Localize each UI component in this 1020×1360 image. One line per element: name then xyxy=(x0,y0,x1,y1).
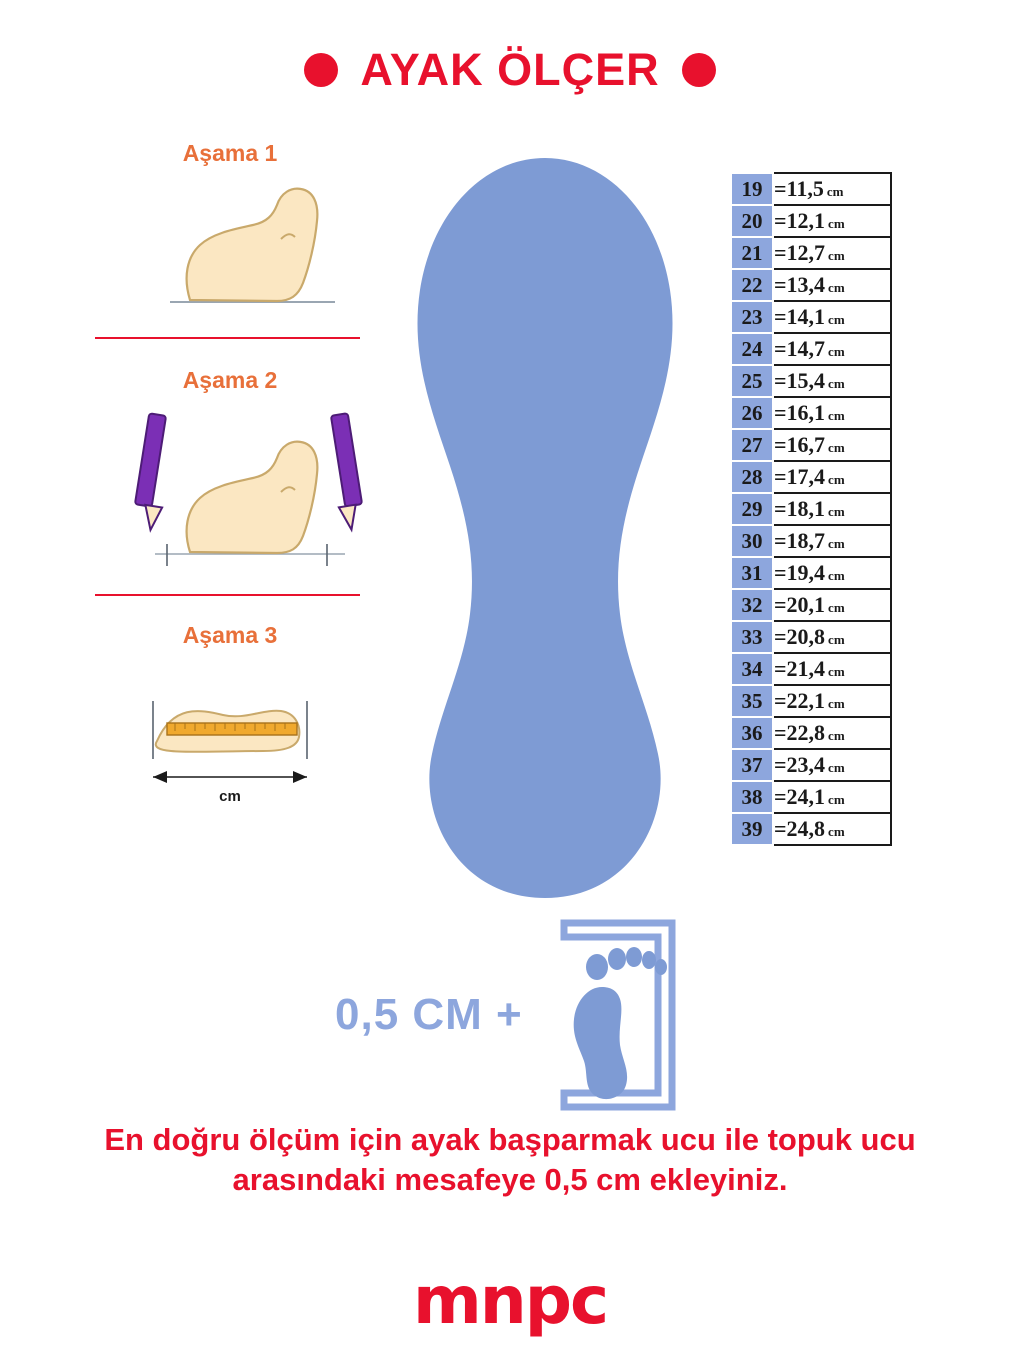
size-number: 32 xyxy=(731,589,773,621)
half-cm-note-label: 0,5 CM + xyxy=(335,990,523,1039)
table-row xyxy=(731,333,891,365)
size-cm-value: =12,7 xyxy=(774,240,826,265)
size-cm-value: =18,1 xyxy=(774,496,826,521)
table-row xyxy=(731,717,891,749)
size-cm-value: =20,8 xyxy=(774,624,826,649)
table-row xyxy=(731,461,891,493)
size-unit: cm xyxy=(828,408,845,423)
size-cm-value: =22,1 xyxy=(774,688,826,713)
size-unit: cm xyxy=(828,824,845,839)
size-cm-value: =15,4 xyxy=(774,368,826,393)
stage-1-label: Aşama 1 xyxy=(182,140,278,166)
stage-3-unit: cm xyxy=(219,788,241,805)
table-row xyxy=(731,557,891,589)
table-row xyxy=(731,397,891,429)
size-cm-value: =20,1 xyxy=(774,592,826,617)
size-number: 26 xyxy=(731,397,773,429)
table-row xyxy=(731,749,891,781)
table-row xyxy=(731,653,891,685)
red-dot-icon-left xyxy=(304,53,338,87)
size-unit: cm xyxy=(828,696,845,711)
table-row xyxy=(731,589,891,621)
table-row xyxy=(731,621,891,653)
shoe-sole-illustration xyxy=(380,150,710,910)
table-row xyxy=(731,173,891,205)
size-unit: cm xyxy=(828,472,845,487)
size-number: 30 xyxy=(731,525,773,557)
size-table-body xyxy=(731,173,891,845)
stage-divider-1 xyxy=(95,337,360,339)
table-row xyxy=(731,429,891,461)
size-number: 33 xyxy=(731,621,773,653)
size-unit: cm xyxy=(828,760,845,775)
size-number: 21 xyxy=(731,237,773,269)
stage-divider-2 xyxy=(95,594,360,596)
stage-3-illustration xyxy=(95,649,365,859)
size-unit: cm xyxy=(828,536,845,551)
foot-with-pencils-icon xyxy=(135,413,362,566)
size-cm-value: =24,1 xyxy=(774,784,826,809)
size-number: 37 xyxy=(731,749,773,781)
size-cm-value: =19,4 xyxy=(774,560,826,585)
footprint-shape xyxy=(574,947,667,1099)
size-unit: cm xyxy=(828,280,845,295)
size-cm-value: =18,7 xyxy=(774,528,826,553)
size-unit: cm xyxy=(828,792,845,807)
brand-logo: mnpc xyxy=(412,1262,608,1339)
size-unit: cm xyxy=(828,568,845,583)
size-cm-value: =21,4 xyxy=(774,656,826,681)
size-number: 19 xyxy=(731,173,773,205)
size-number: 38 xyxy=(731,781,773,813)
size-cm-value: =23,4 xyxy=(774,752,826,777)
size-cm-value: =13,4 xyxy=(774,272,826,297)
stage-2-label: Aşama 2 xyxy=(182,367,278,393)
size-number: 24 xyxy=(731,333,773,365)
stages-column xyxy=(95,140,365,859)
size-unit: cm xyxy=(828,312,845,327)
stage-3-label: Aşama 3 xyxy=(182,622,278,648)
size-unit: cm xyxy=(828,728,845,743)
table-row xyxy=(731,205,891,237)
table-row xyxy=(731,813,891,845)
size-cm-value: =12,1 xyxy=(774,208,826,233)
size-conversion-table xyxy=(730,172,892,846)
table-row xyxy=(731,781,891,813)
size-unit: cm xyxy=(828,440,845,455)
size-number: 23 xyxy=(731,301,773,333)
foot-side-view-icon xyxy=(170,189,335,302)
size-number: 20 xyxy=(731,205,773,237)
size-number: 22 xyxy=(731,269,773,301)
size-number: 25 xyxy=(731,365,773,397)
baby-footprint-icon xyxy=(540,915,690,1115)
size-number: 35 xyxy=(731,685,773,717)
size-cm-value: =14,1 xyxy=(774,304,826,329)
size-unit: cm xyxy=(828,216,845,231)
size-number: 36 xyxy=(731,717,773,749)
size-unit: cm xyxy=(828,344,845,359)
table-row xyxy=(731,237,891,269)
size-unit: cm xyxy=(826,184,844,199)
table-row xyxy=(731,525,891,557)
size-number: 29 xyxy=(731,493,773,525)
size-number: 28 xyxy=(731,461,773,493)
size-unit: cm xyxy=(828,376,845,391)
size-number: 31 xyxy=(731,557,773,589)
stage-2-illustration xyxy=(95,394,365,594)
size-unit: cm xyxy=(828,600,845,615)
size-unit: cm xyxy=(828,664,845,679)
size-cm-value: =16,1 xyxy=(774,400,826,425)
size-cm-value: =11,5 xyxy=(774,176,824,201)
instruction-text: En doğru ölçüm için ayak başparmak ucu ile topuk ucu arasındaki mesafeye 0,5 cm ekleyiniz. xyxy=(104,1122,916,1197)
size-cm-value: =16,7 xyxy=(774,432,826,457)
size-unit: cm xyxy=(828,248,845,263)
size-cm-value: =14,7 xyxy=(774,336,826,361)
size-cm-value: =24,8 xyxy=(774,816,826,841)
table-row xyxy=(731,269,891,301)
table-row xyxy=(731,365,891,397)
size-number: 34 xyxy=(731,653,773,685)
size-number: 39 xyxy=(731,813,773,845)
size-unit: cm xyxy=(828,504,845,519)
stage-1-illustration xyxy=(95,167,365,337)
size-cm-value: =22,8 xyxy=(774,720,826,745)
foot-with-ruler-icon xyxy=(153,701,307,805)
table-row xyxy=(731,685,891,717)
size-number: 27 xyxy=(731,429,773,461)
page-title: AYAK ÖLÇER xyxy=(360,44,660,95)
red-dot-icon-right xyxy=(682,53,716,87)
size-cm-value: =17,4 xyxy=(774,464,826,489)
table-row xyxy=(731,301,891,333)
table-row xyxy=(731,493,891,525)
page-header xyxy=(0,44,1020,96)
size-unit: cm xyxy=(828,632,845,647)
